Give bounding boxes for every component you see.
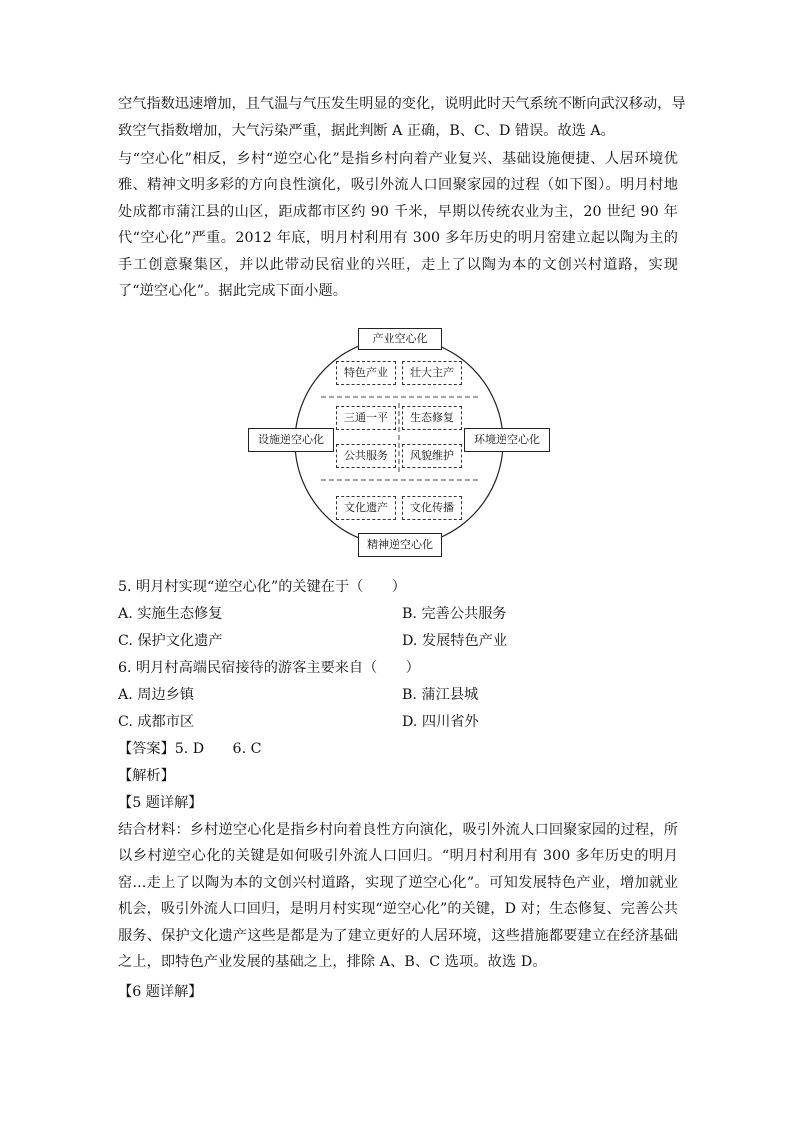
q5-option-d: D. 发展特色产业 [402,633,508,649]
feature-industry-item: 特色产业 [336,361,396,385]
q6-option-c: C. 成都市区 [118,714,195,730]
facility-reverse-box: 设施逆空心化 [248,428,334,452]
q5-stem: 5. 明月村实现“逆空心化”的关键在于（ ） [118,579,406,595]
q5-option-a: A. 实施生态修复 [118,606,223,622]
q6-option-b: B. 蒲江县城 [402,687,479,703]
q5-option-b: B. 完善公共服务 [402,606,507,622]
answer-line: 【答案】5. D 6. C [118,741,262,757]
landscape-item: 风貌维护 [402,444,462,468]
detail5-paragraph: 结合材料：乡村逆空心化是指乡村向着良性方向演化，吸引外流人口回聚家园的过程，所以乡村逆空心化的关键是如何吸引外流人口回归。“明月村利用有 300 多年历史的明月窑...走上了以陶为本的文创兴村道路，实现了逆空心化”。可知发展特色产业，增加就业机会，吸引外流人口回归，是明月村实现“逆空心化”的关键，D 对；生态修复、完善公共服务、保护文化遗产这些是都是为了建立更好的人居环境，这些措施都要建立在经济基础之上，即特色产业发展的基础之上，排除 A、B、C 选项。故选 D。 [118,822,678,971]
public-service-item: 公共服务 [336,444,396,468]
reverse-hollowing-diagram [246,324,552,560]
analysis-label: 【解析】 [118,768,175,784]
q5-option-c: C. 保护文化遗产 [118,633,223,649]
material-paragraph: 与“空心化”相反，乡村“逆空心化”是指乡村向着产业复兴、基础设施便捷、人居环境优雅、精神文明多彩的方向良性演化，吸引外流人口回聚家园的过程（如下图）。明月村地处成都市蒲江县的山区，距成都市区约 90 千米，早期以传统农业为主，20 世纪 90 年代“空心化”严重。2012 年底，明月村利用有 300 多年历史的明月窑建立起以陶为主的手工创意聚集区，并以此带动民宿业的兴旺，走上了以陶为本的文创兴村道路，实现了“逆空心化”。据此完成下面小题。 [118,151,678,300]
q6-option-a: A. 周边乡镇 [118,687,195,703]
infrastructure-item: 三通一平 [336,406,396,430]
detail6-label: 【6 题详解】 [118,984,203,1000]
intro-line-1: 空气指数迅速增加，且气温与气压发生明显的变化，说明此时天气系统不断向武汉移动，导 [118,96,686,112]
culture-heritage-item: 文化遗产 [336,496,396,520]
detail5-label: 【5 题详解】 [118,795,203,811]
ecology-item: 生态修复 [402,406,462,430]
environment-reverse-box: 环境逆空心化 [464,428,550,452]
industry-hollowing-box: 产业空心化 [358,328,442,350]
spiritual-reverse-box: 精神逆空心化 [358,533,442,557]
main-industry-item: 壮大主产 [402,361,462,385]
q6-option-d: D. 四川省外 [402,714,479,730]
culture-spread-item: 文化传播 [402,496,462,520]
q6-stem: 6. 明月村高端民宿接待的游客主要来自（ ） [118,660,420,676]
intro-line-2: 致空气指数增加，大气污染严重，据此判断 A 正确，B、C、D 错误。故选 A。 [118,123,615,139]
